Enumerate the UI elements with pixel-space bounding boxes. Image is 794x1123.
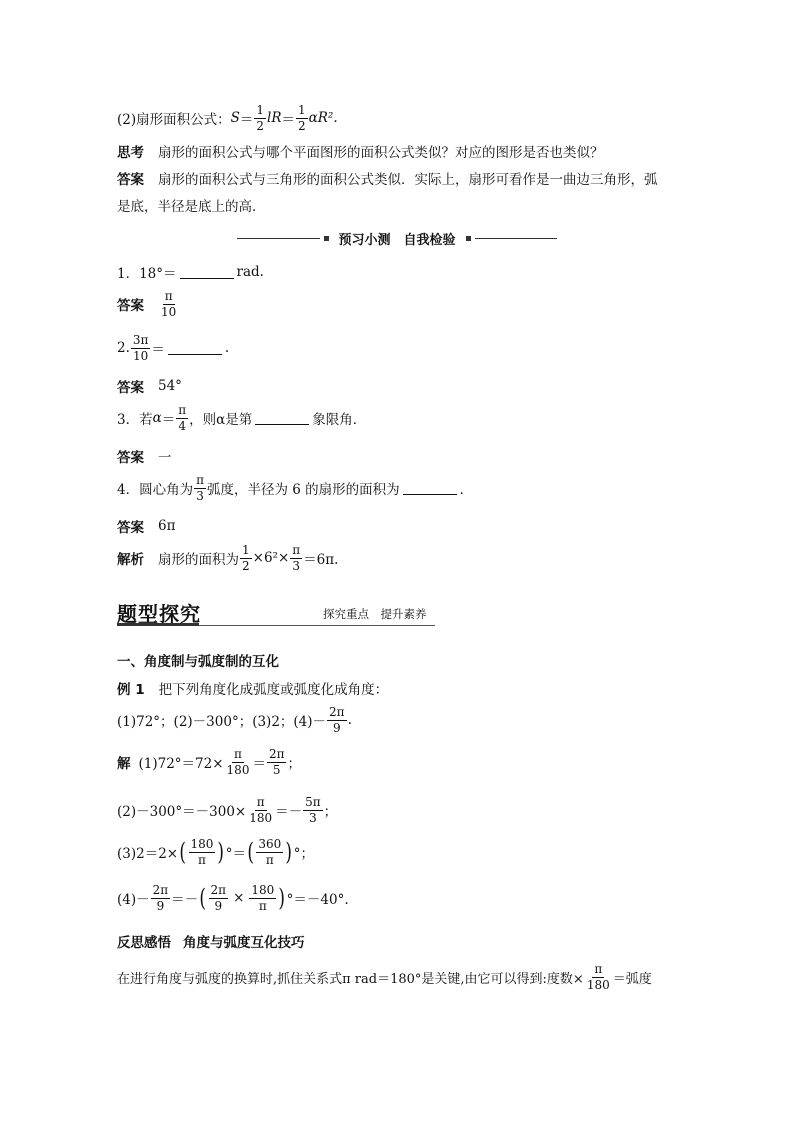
q1-text: 1．18°＝ [117,266,177,282]
formula-lr: lR [267,110,282,127]
question-2 [117,334,229,362]
sol3-paren-open-2: ( [247,838,254,867]
answer-1 [117,290,179,318]
items-end: . [347,712,352,729]
reflection-title: 角度与弧度互化技巧 [183,935,305,951]
q2-blank [168,342,222,355]
question-3 [117,404,366,432]
q2-prefix: 2. [117,340,130,357]
sol3-end: °； [293,846,314,863]
formula-frac-2: $\frac{1}{2}$ [298,103,306,133]
items-text: (1)72°；(2)－300°；(3)2；(4)－ [117,714,327,731]
sol4-frac-1: $\frac{2\pi}{9}$ [152,883,169,913]
sol2-frac-1: $\frac{\pi}{180}$ [249,795,273,825]
a2-label: 答案 [117,380,144,396]
answer-line-2 [117,195,266,215]
sol4-frac-3: $\frac{180}{\pi}$ [251,883,275,913]
analysis-mid: ×6²× [252,550,290,567]
analysis-frac-1: $\frac{1}{2}$ [242,543,250,573]
example-1 [117,678,388,698]
q3-prefix: 3．若 [117,412,153,429]
sol1-eq: ＝ [252,756,266,773]
sol3-frac-1: $\frac{180}{\pi}$ [190,837,214,867]
subsection-1 [117,650,279,670]
q1-unit: rad. [236,264,264,280]
section-square-left [324,236,329,241]
reflection [117,931,305,951]
items-frac: $\frac{2\pi}{9}$ [329,705,345,735]
solution-1 [117,748,301,776]
sector-area-formula [117,104,338,132]
q4-prefix: 4．圆心角为 [117,482,194,499]
example-1-text: 把下列角度化成弧度或弧度化成角度： [158,682,389,698]
section-square-right [466,236,471,241]
think-text: 扇形的面积公式与哪个平面图形的面积公式类似？对应的图形是否也类似？ [158,145,604,161]
analysis-label: 解析 [117,552,144,569]
sol4-paren-open: ( [199,884,207,913]
formula-ar2: αR². [308,110,338,127]
sol4-paren-close: ) [278,884,286,913]
subsection-1-title: 一、角度制与弧度制的互化 [117,654,279,670]
formula-label: (2)扇形面积公式： [117,112,231,129]
chapter-title: 题型探究 [117,602,201,626]
chapter-subtitle: 探究重点 提升素养 [323,607,427,621]
conversion-frac: $\frac{\pi}{180}$ [586,962,610,992]
q2-end: . [224,340,230,357]
formula-eq1: ＝ [239,112,254,129]
a1-label: 答案 [117,298,144,315]
answer-2 [117,376,182,396]
sol3-paren-open-1: ( [179,838,187,867]
analysis-line [117,544,338,572]
sol4-pre: (4)－ [117,892,150,909]
section-title: 预习小测 自我检验 [338,232,456,248]
sol4-times: × [233,890,245,907]
q1-blank [180,266,234,279]
answer-line-1 [117,168,658,188]
section-header-preview-test [237,229,557,247]
solution-2 [117,796,337,824]
q4-end: ． [459,482,474,499]
formula-frac-1: $\frac{1}{2}$ [256,103,265,133]
sol4-mid: ＝－ [171,892,199,909]
sol3-paren-close-1: ) [217,838,225,867]
sol3-pre: (3)2＝2× [117,846,179,863]
a4-value: 6π [158,518,176,534]
sol2-eq: ＝－ [275,804,303,821]
conversion-rule [117,963,652,991]
sol3-mid: °＝ [225,846,247,863]
sol2-end: ； [323,804,338,821]
a3-value: 一 [158,450,172,466]
example-1-label: 例 1 [117,682,145,698]
q4-frac: $\frac{\pi}{3}$ [196,473,204,503]
answer-text-2: 是底，半径是底上的高． [117,199,266,215]
example-1-items [117,706,352,734]
answer-label: 答案 [117,172,144,188]
q3-mid: ，则α是第 [189,412,253,429]
q3-end: 象限角． [312,412,367,429]
conversion-end: ＝弧度 [612,971,652,987]
q3-frac: $\frac{\pi}{4}$ [178,403,187,433]
sol1-frac-2: $\frac{2\pi}{5}$ [268,747,285,777]
reflection-label: 反思感悟 [117,935,171,951]
question-1 [117,262,264,282]
q4-blank [403,482,457,495]
analysis-prefix: 扇形的面积为 [158,552,239,569]
q4-mid: 弧度，半径为 6 的扇形的面积为 [206,482,400,499]
answer-3 [117,446,172,466]
think-label: 思考 [117,145,144,161]
section-rule-left [237,238,320,239]
question-4 [117,474,473,502]
sol4-frac-2: $\frac{2\pi}{9}$ [210,883,227,913]
answer-4 [117,516,175,536]
solution-label: 解 [117,756,131,773]
formula-eq2: ＝ [281,112,295,129]
sol3-paren-close-2: ) [285,838,293,867]
conversion-text: 在进行角度与弧度的换算时,抓住关系式π rad＝180°是关键,由它可以得到:度数× [117,971,584,987]
sol1-pre: (1)72°＝72× [138,756,224,773]
analysis-end: ＝6π. [303,552,339,569]
solution-4 [117,884,349,912]
sol4-end: °＝－40°. [286,892,349,909]
sol1-frac-1: $\frac{\pi}{180}$ [226,747,250,777]
sol1-end: ； [287,756,301,773]
section-rule-right [475,238,558,239]
a3-label: 答案 [117,450,144,466]
q2-eq: ＝ [151,342,165,359]
sol2-pre: (2)－300°＝－300× [117,804,247,821]
solution-3 [117,838,314,866]
think-line [117,141,604,161]
a4-label: 答案 [117,520,144,536]
q3-eq: ＝ [161,412,176,429]
q3-alpha: α [152,410,162,427]
a2-value: 54° [158,378,182,394]
formula-s: S [230,110,240,127]
chapter-underline-bold [117,623,199,626]
sol3-frac-2: $\frac{360}{\pi}$ [258,837,282,867]
answer-text-1: 扇形的面积公式与三角形的面积公式类似．实际上，扇形可看作是一曲边三角形，弧 [158,172,658,188]
q2-frac: $\frac{3\pi}{10}$ [132,333,149,363]
sol2-frac-2: $\frac{5\pi}{3}$ [305,795,321,825]
analysis-frac-2: $\frac{\pi}{3}$ [292,543,301,573]
a1-frac: $\frac{\pi}{10}$ [161,289,177,319]
q3-blank [255,412,309,425]
